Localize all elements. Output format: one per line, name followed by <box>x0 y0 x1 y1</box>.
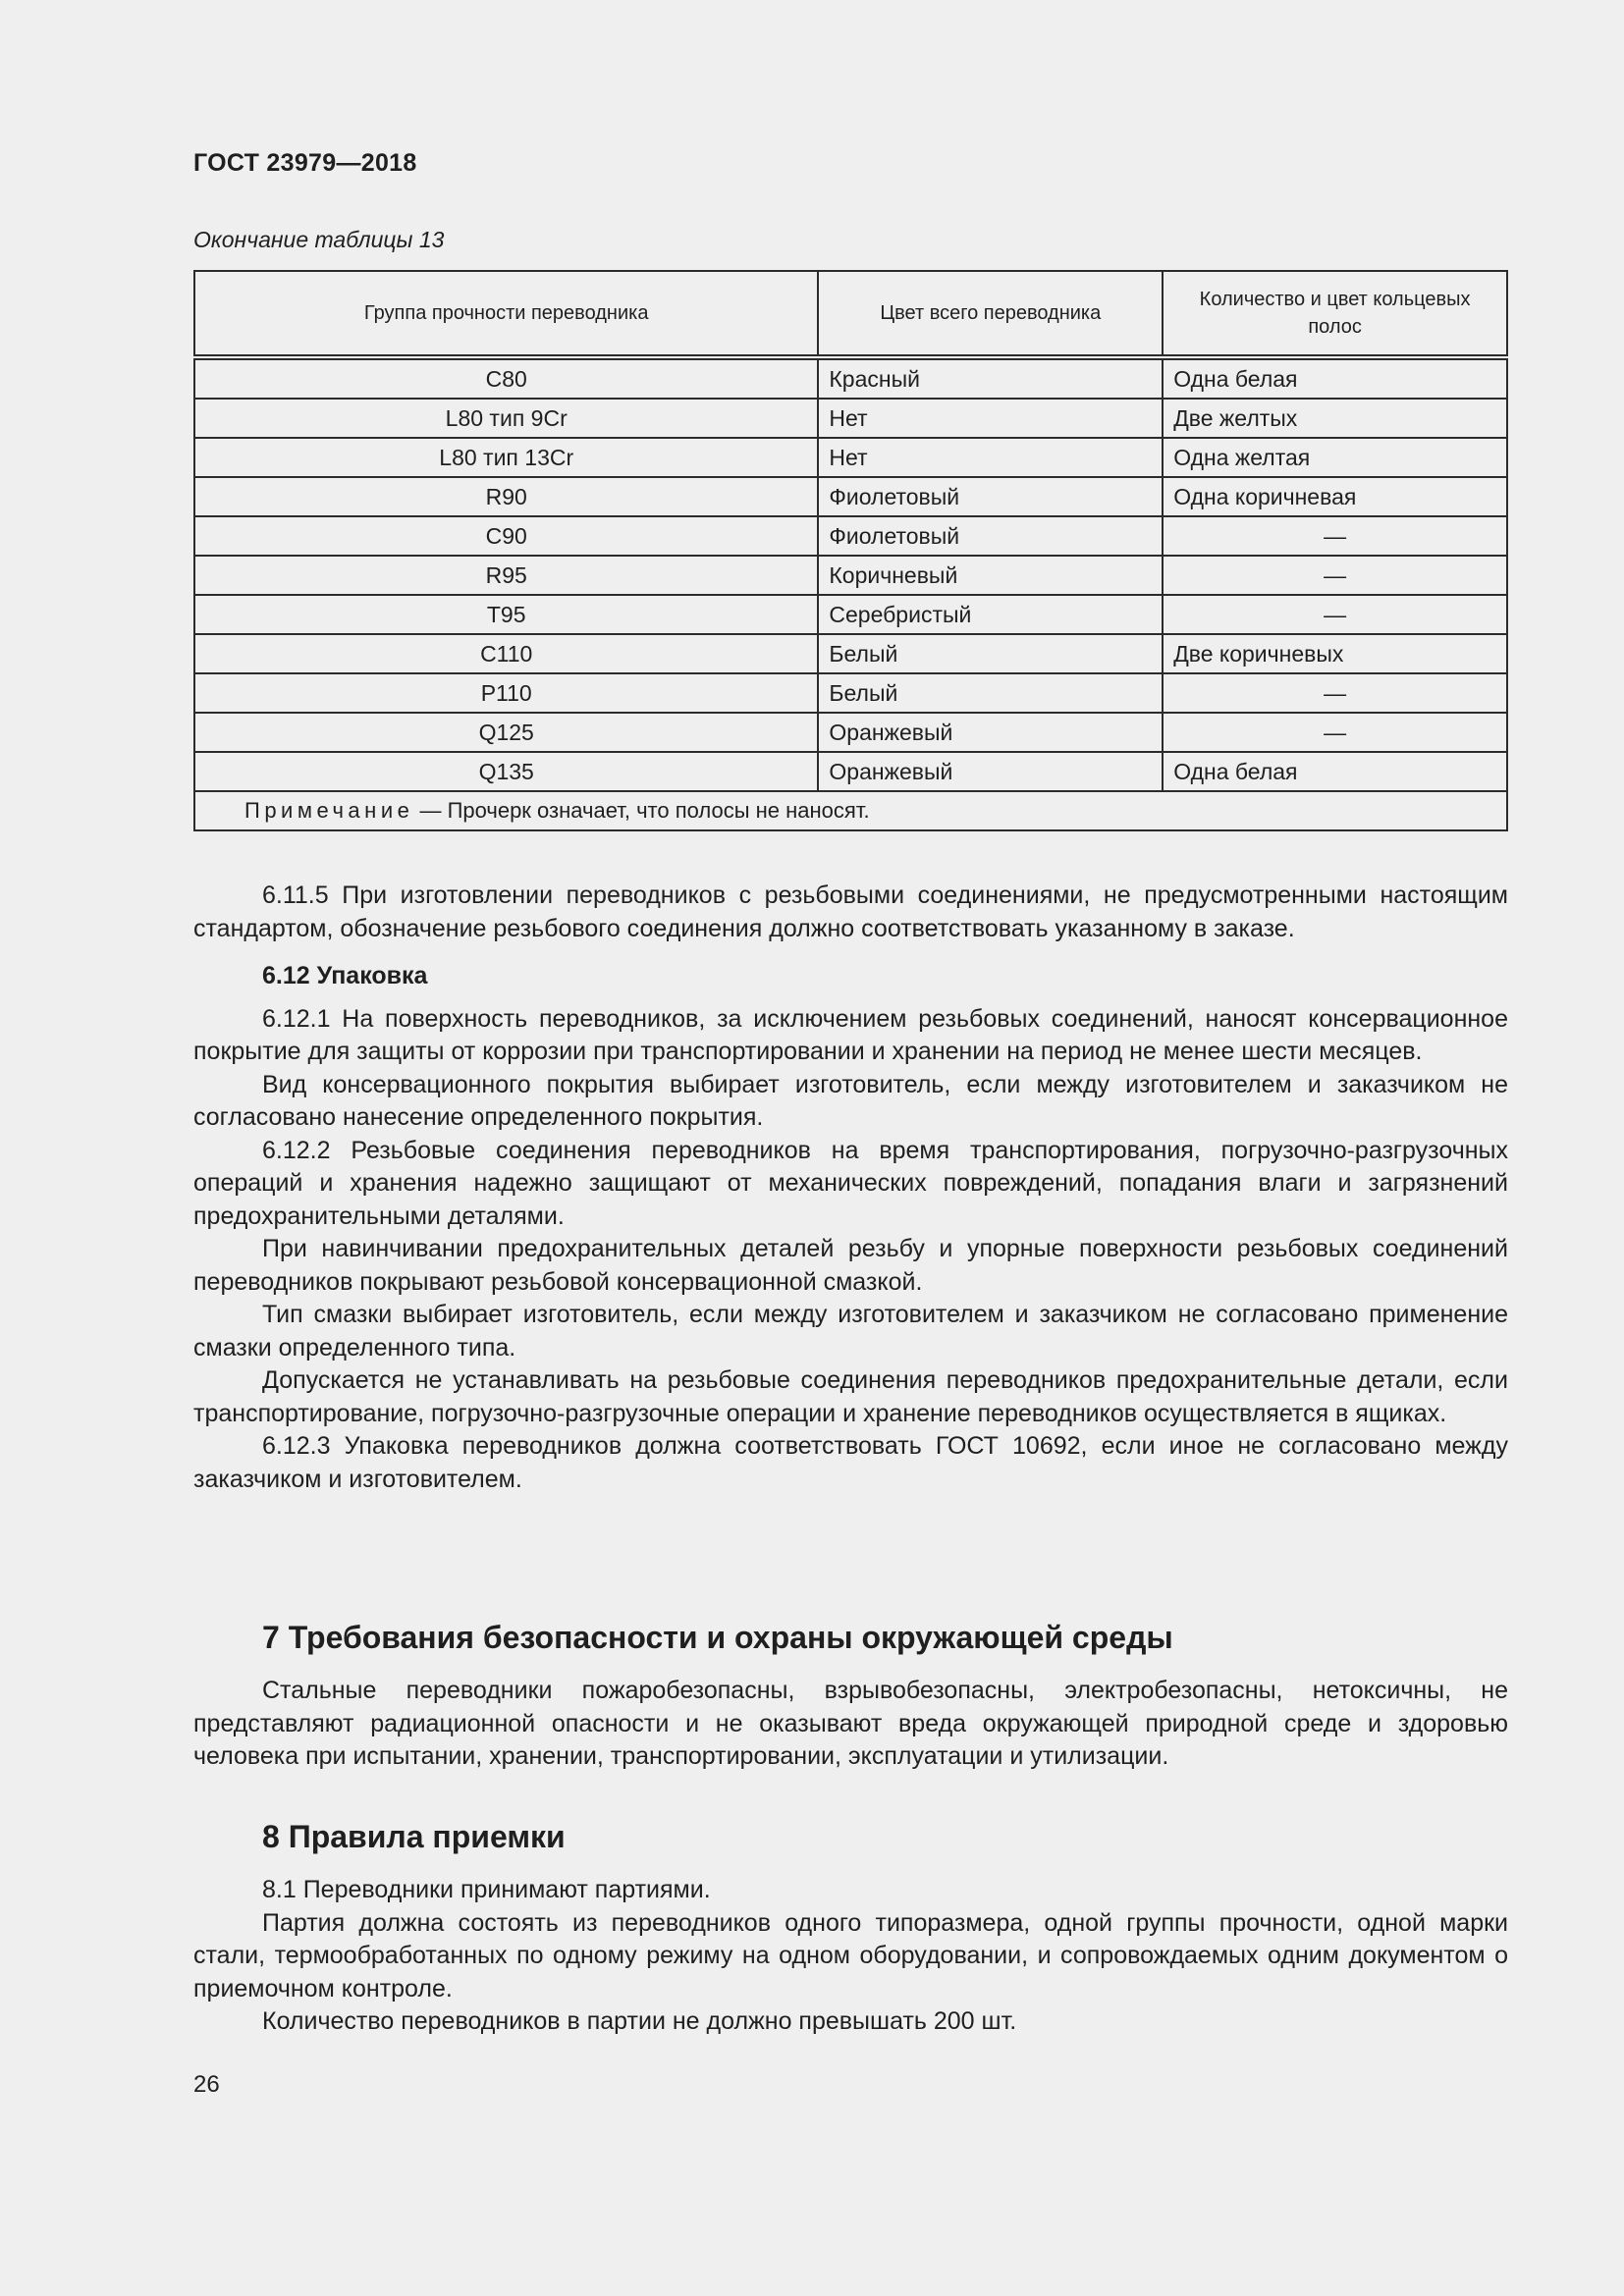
table-row <box>194 399 1507 438</box>
paragraph-6-12-1: 6.12.1 На поверхность переводников, за исключением резьбовых соединений, наносят консервационное покрытие для защиты от коррозии при транспортировании и хранении на период не менее шести месяцев. <box>193 1004 1508 1065</box>
cell-body-color: Фиолетовый <box>818 477 1163 516</box>
body-section-6 <box>193 880 1508 1496</box>
table-row <box>194 673 1507 713</box>
cell-body-color: Оранжевый <box>818 752 1163 791</box>
paragraph-6-12-2: 6.12.2 Резьбовые соединения переводников на время транспортирования, погрузочно-разгрузочных операций и хранения надежно защищают от механических повреждений, попадания влаги и загрязнений предохранительными деталями. <box>193 1136 1508 1230</box>
body-section-7 <box>193 1618 1508 1774</box>
cell-strength-group: R90 <box>194 477 818 516</box>
heading-section-8: 8 Правила приемки <box>262 1819 566 1854</box>
cell-body-color: Нет <box>818 399 1163 438</box>
cell-strength-group: T95 <box>194 595 818 634</box>
cell-strength-group: C80 <box>194 357 818 399</box>
table-row <box>194 556 1507 595</box>
table-row <box>194 516 1507 556</box>
paragraph-6-11-5: 6.11.5 При изготовлении переводников с резьбовыми соединениями, не предусмотренными настоящим стандартом, обозначение резьбового соединения должно соответствовать указанному в заказе. <box>193 881 1508 942</box>
table-header-row <box>194 271 1507 357</box>
cell-stripes: — <box>1163 516 1507 556</box>
document-header-title: ГОСТ 23979—2018 <box>193 149 417 177</box>
cell-body-color: Оранжевый <box>818 713 1163 752</box>
cell-strength-group: P110 <box>194 673 818 713</box>
paragraph-6-12-2c: Тип смазки выбирает изготовитель, если между изготовителем и заказчиком не согласовано применение смазки определенного типа. <box>193 1301 1508 1362</box>
note-label: Примечание <box>244 798 414 823</box>
cell-stripes: Две коричневых <box>1163 634 1507 673</box>
page-number: 26 <box>193 2071 220 2098</box>
cell-stripes: — <box>1163 556 1507 595</box>
paragraph-8-1c: Количество переводников в партии не должно превышать 200 шт. <box>262 2007 1017 2035</box>
table-note-row <box>194 791 1507 830</box>
paragraph-6-12-3: 6.12.3 Упаковка переводников должна соответствовать ГОСТ 10692, если иное не согласовано между заказчиком и изготовителем. <box>193 1432 1508 1493</box>
cell-strength-group: C90 <box>194 516 818 556</box>
table-caption: Окончание таблицы 13 <box>193 227 445 252</box>
cell-body-color: Фиолетовый <box>818 516 1163 556</box>
cell-body-color: Серебристый <box>818 595 1163 634</box>
column-header-body-color: Цвет всего переводника <box>818 271 1163 357</box>
table-row <box>194 752 1507 791</box>
cell-body-color: Коричневый <box>818 556 1163 595</box>
heading-6-12: 6.12 Упаковка <box>262 962 428 989</box>
table-row <box>194 634 1507 673</box>
cell-strength-group: R95 <box>194 556 818 595</box>
note-text: — Прочерк означает, что полосы не наносят. <box>413 798 870 823</box>
table-row <box>194 438 1507 477</box>
cell-body-color: Нет <box>818 438 1163 477</box>
body-section-8 <box>193 1817 1508 2039</box>
column-header-stripes: Количество и цвет кольцевых полос <box>1163 271 1507 357</box>
table-note <box>194 791 1507 830</box>
cell-stripes: — <box>1163 673 1507 713</box>
cell-stripes: Одна белая <box>1163 752 1507 791</box>
cell-strength-group: L80 тип 13Cr <box>194 438 818 477</box>
cell-stripes: Одна белая <box>1163 357 1507 399</box>
cell-strength-group: C110 <box>194 634 818 673</box>
cell-stripes: Две желтых <box>1163 399 1507 438</box>
table-row <box>194 595 1507 634</box>
strength-group-color-table <box>193 270 1508 831</box>
cell-strength-group: Q135 <box>194 752 818 791</box>
table-row <box>194 357 1507 399</box>
heading-section-7: 7 Требования безопасности и охраны окружающей среды <box>262 1620 1173 1655</box>
paragraph-8-1: 8.1 Переводники принимают партиями. <box>262 1876 711 1903</box>
cell-stripes: — <box>1163 713 1507 752</box>
table-row <box>194 713 1507 752</box>
cell-body-color: Белый <box>818 634 1163 673</box>
cell-body-color: Красный <box>818 357 1163 399</box>
table-row <box>194 477 1507 516</box>
cell-stripes: Одна желтая <box>1163 438 1507 477</box>
cell-strength-group: Q125 <box>194 713 818 752</box>
paragraph-6-12-1b: Вид консервационного покрытия выбирает изготовитель, если между изготовителем и заказчиком не согласовано нанесение определенного покрытия. <box>193 1070 1508 1131</box>
paragraph-7: Стальные переводники пожаробезопасны, взрывобезопасны, электробезопасны, нетоксичны, не представляют радиационной опасности и не оказывают вреда окружающей природной среде и здоровью человека при испытании, хранении, транспортировании, эксплуатации и утилизации. <box>193 1677 1508 1770</box>
column-header-strength-group: Группа прочности переводника <box>194 271 818 357</box>
paragraph-6-12-2d: Допускается не устанавливать на резьбовые соединения переводников предохранительные детали, если транспортирование, погрузочно-разгрузочные операции и хранение переводников осуществляется в ящиках. <box>193 1366 1508 1427</box>
paragraph-8-1b: Партия должна состоять из переводников одного типоразмера, одной группы прочности, одной марки стали, термообработанных по одному режиму на одном оборудовании, и сопровождаемых одним документом о приемочном контроле. <box>193 1908 1508 2002</box>
cell-strength-group: L80 тип 9Cr <box>194 399 818 438</box>
paragraph-6-12-2b: При навинчивании предохранительных деталей резьбу и упорные поверхности резьбовых соединений переводников покрывают резьбовой консервационной смазкой. <box>193 1235 1508 1296</box>
cell-stripes: — <box>1163 595 1507 634</box>
cell-stripes: Одна коричневая <box>1163 477 1507 516</box>
cell-body-color: Белый <box>818 673 1163 713</box>
